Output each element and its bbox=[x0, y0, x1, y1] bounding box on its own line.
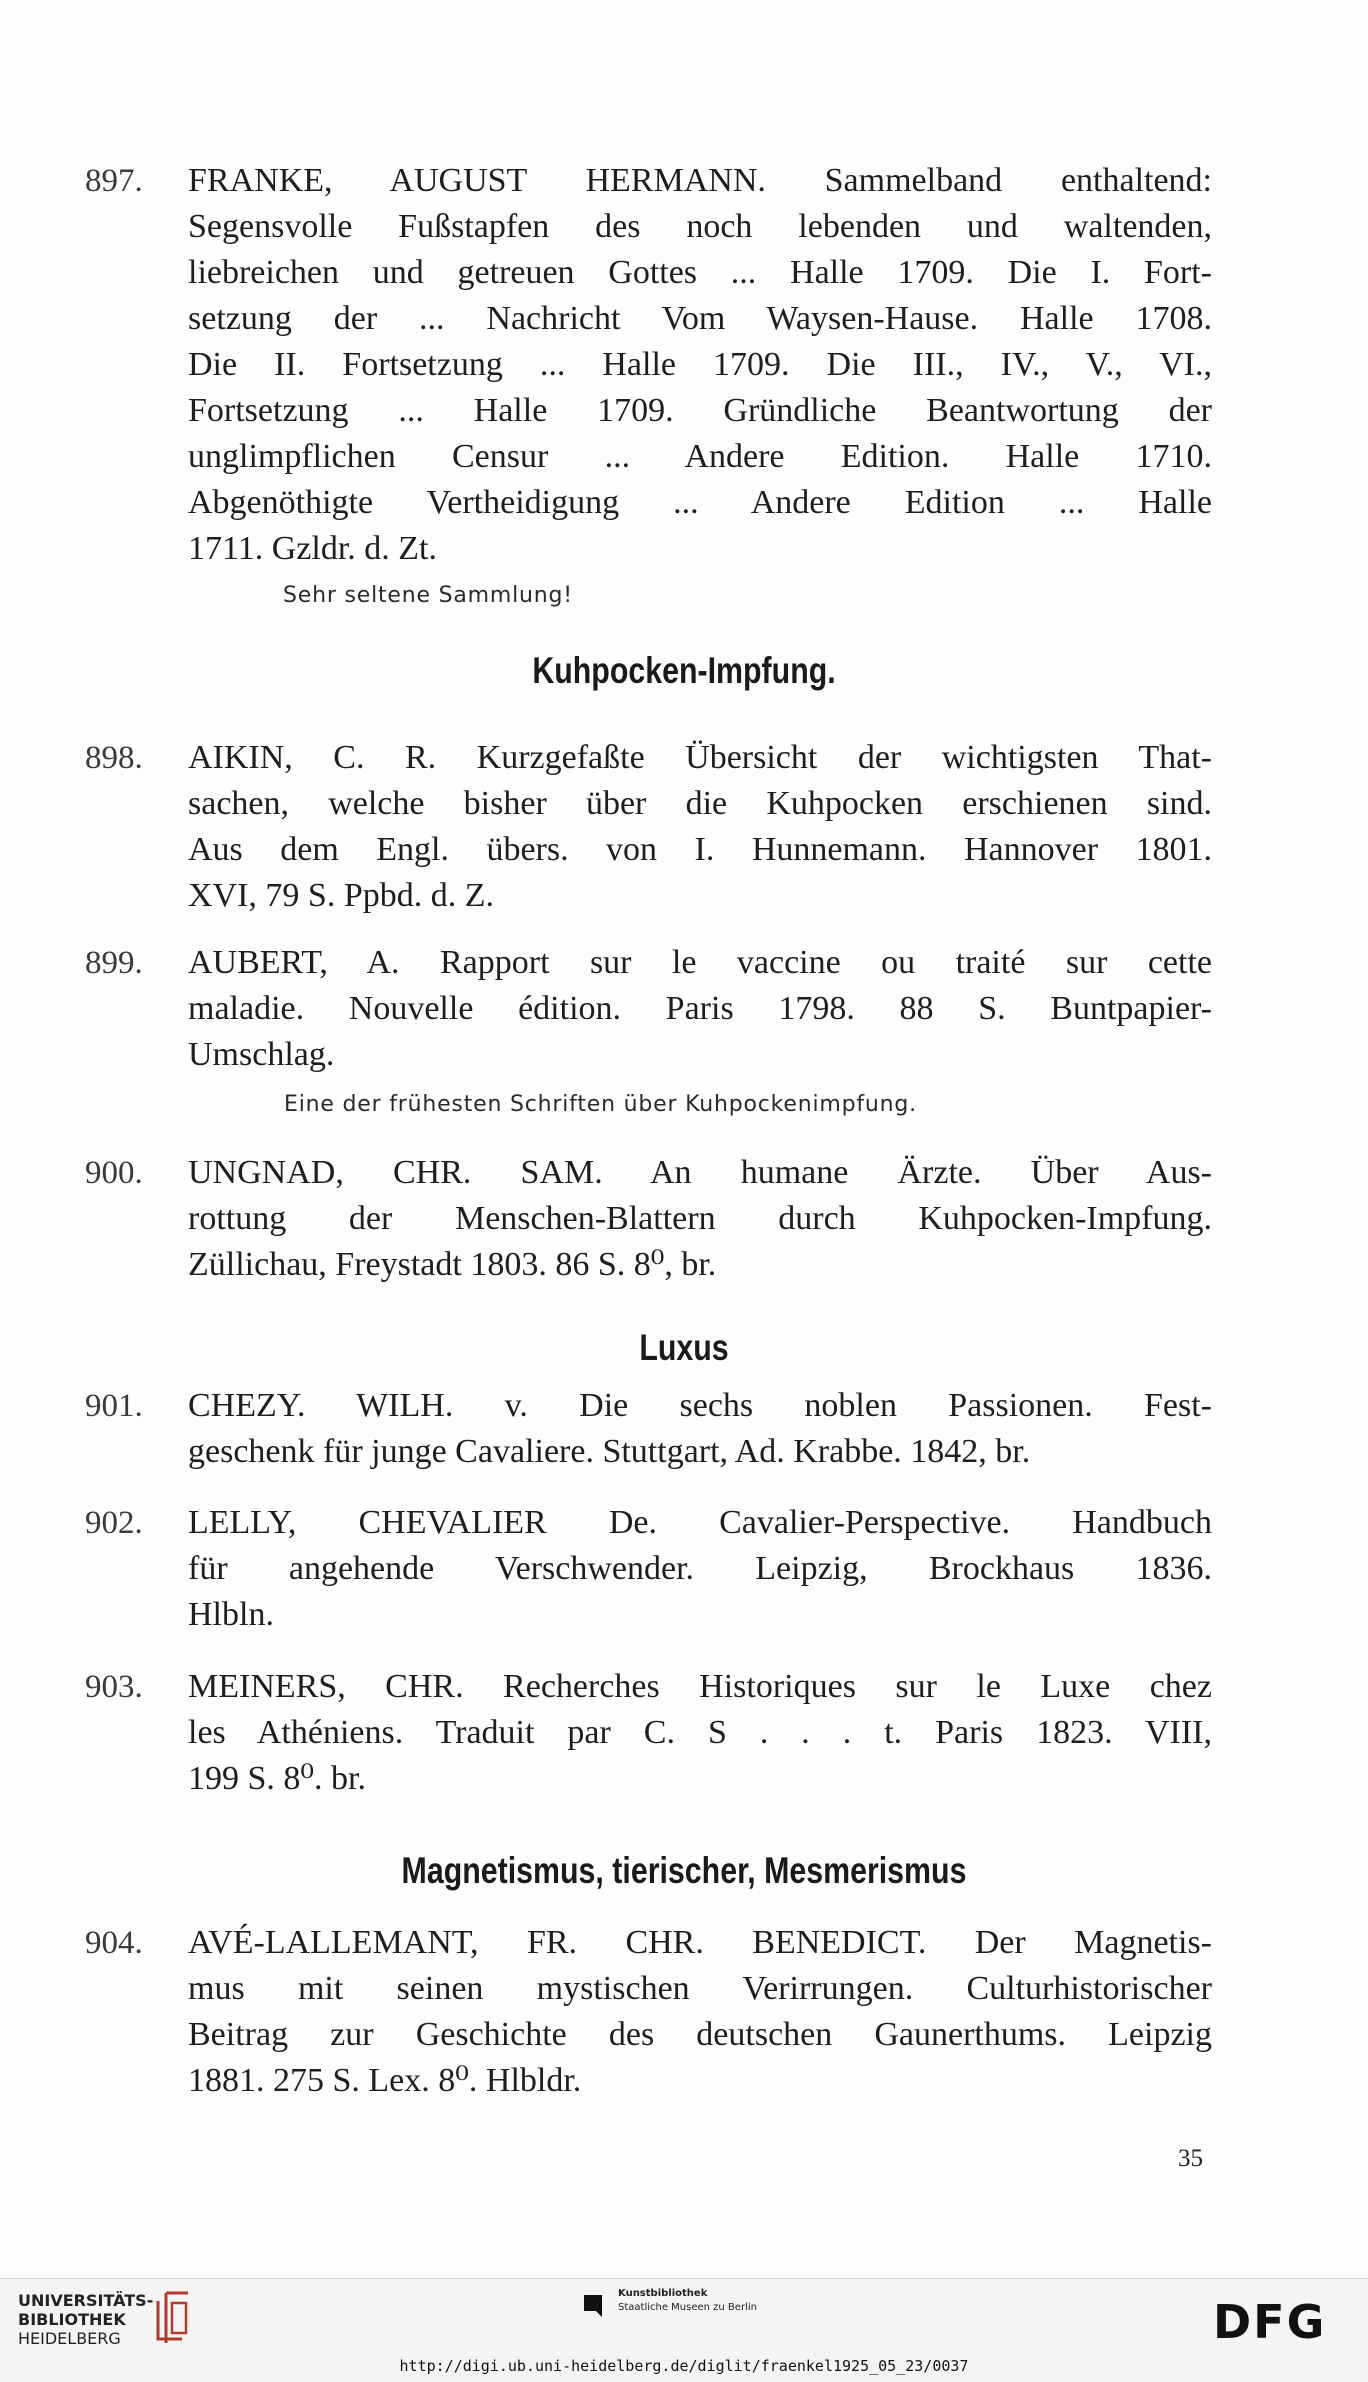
university-line: HEIDELBERG bbox=[18, 2329, 121, 2348]
university-line: UNIVERSITÄTS- bbox=[18, 2291, 154, 2310]
entry-line: Segensvolle Fußstapfen des noch lebenden und waltenden, bbox=[188, 208, 1212, 245]
entry-line: FRANKE, AUGUST HERMANN. Sammelband enthaltend: bbox=[188, 162, 1212, 199]
catalog-entry-904 bbox=[85, 1920, 1212, 2104]
entry-line: AUBERT, A. Rapport sur le vaccine ou traité sur cette bbox=[188, 944, 1212, 981]
kunstbibliothek-label bbox=[618, 2287, 757, 2315]
entry-line: 1711. Gzldr. d. Zt. bbox=[188, 530, 437, 567]
entry-note-897: Sehr seltene Sammlung! bbox=[283, 583, 573, 608]
entry-line: Züllichau, Freystadt 1803. 86 S. 8⁰, br. bbox=[188, 1246, 717, 1283]
entry-text bbox=[188, 940, 1212, 1078]
entry-line: XVI, 79 S. Ppbd. d. Z. bbox=[188, 877, 495, 914]
footer-bar bbox=[0, 2278, 1368, 2382]
entry-line: AIKIN, C. R. Kurzgefaßte Übersicht der wichtigsten That- bbox=[188, 739, 1212, 776]
entry-line: unglimpflichen Censur ... Andere Edition. Halle 1710. bbox=[188, 438, 1212, 475]
entry-line: MEINERS, CHR. Recherches Historiques sur le Luxe chez bbox=[188, 1668, 1212, 1705]
entry-text bbox=[188, 1150, 1212, 1288]
entry-number: 904. bbox=[85, 1925, 143, 1961]
entry-line: Hlbln. bbox=[188, 1596, 274, 1633]
catalog-entry-899 bbox=[85, 940, 1212, 1078]
entry-line: les Athéniens. Traduit par C. S . . . t. Paris 1823. VIII, bbox=[188, 1714, 1212, 1751]
university-line: BIBLIOTHEK bbox=[18, 2310, 126, 2329]
entry-line: rottung der Menschen-Blattern durch Kuhpocken-Impfung. bbox=[188, 1200, 1212, 1237]
kunstbibliothek-line: Staatliche Museen zu Berlin bbox=[618, 2302, 757, 2313]
entry-text bbox=[188, 158, 1212, 572]
entry-text bbox=[188, 1383, 1212, 1475]
entry-line: für angehende Verschwender. Leipzig, Brockhaus 1836. bbox=[188, 1550, 1212, 1587]
entry-number: 903. bbox=[85, 1669, 143, 1705]
entry-line: CHEZY. WILH. v. Die sechs noblen Passionen. Fest- bbox=[188, 1387, 1212, 1424]
dfg-logo: DFG bbox=[1213, 2295, 1327, 2349]
entry-line: liebreichen und getreuen Gottes ... Halle 1709. Die I. Fort- bbox=[188, 254, 1212, 291]
page-number: 35 bbox=[1178, 2145, 1203, 2172]
permalink-url[interactable]: http://digi.ub.uni-heidelberg.de/diglit/fraenkel1925_05_23/0037 bbox=[399, 2357, 969, 2375]
catalog-entry-903 bbox=[85, 1664, 1212, 1802]
entry-line: 1881. 275 S. Lex. 8⁰. Hlbldr. bbox=[188, 2062, 582, 2099]
entry-line: setzung der ... Nachricht Vom Waysen-Hause. Halle 1708. bbox=[188, 300, 1212, 337]
university-logo-icon bbox=[152, 2289, 192, 2347]
entry-number: 901. bbox=[85, 1388, 143, 1424]
entry-line: LELLY, CHEVALIER De. Cavalier-Perspective. Handbuch bbox=[188, 1504, 1212, 1541]
entry-line: maladie. Nouvelle édition. Paris 1798. 88 S. Buntpapier- bbox=[188, 990, 1212, 1027]
entry-text bbox=[188, 1500, 1212, 1638]
entry-number: 897. bbox=[85, 163, 143, 199]
entry-line: Aus dem Engl. übers. von I. Hunnemann. Hannover 1801. bbox=[188, 831, 1212, 868]
entry-text bbox=[188, 1920, 1212, 2104]
section-heading-magnetismus: Magnetismus, tierischer, Mesmerismus bbox=[401, 1850, 967, 1891]
university-library-label bbox=[18, 2291, 153, 2348]
entry-line: Die II. Fortsetzung ... Halle 1709. Die III., IV., V., VI., bbox=[188, 346, 1212, 383]
catalog-entry-897 bbox=[85, 158, 1212, 572]
catalog-entry-898 bbox=[85, 735, 1212, 919]
entry-line: 199 S. 8⁰. br. bbox=[188, 1760, 366, 1797]
catalog-entry-901 bbox=[85, 1383, 1212, 1475]
entry-line: Beitrag zur Geschichte des deutschen Gaunerthums. Leipzig bbox=[188, 2016, 1212, 2053]
catalog-entry-900 bbox=[85, 1150, 1212, 1288]
entry-line: UNGNAD, CHR. SAM. An humane Ärzte. Über Aus- bbox=[188, 1154, 1212, 1191]
entry-line: Umschlag. bbox=[188, 1036, 335, 1073]
entry-line: sachen, welche bisher über die Kuhpocken erschienen sind. bbox=[188, 785, 1212, 822]
section-heading-kuhpocken: Kuhpocken-Impfung. bbox=[532, 650, 836, 691]
entry-text bbox=[188, 1664, 1212, 1802]
entry-line: Abgenöthigte Vertheidigung ... Andere Edition ... Halle bbox=[188, 484, 1212, 521]
kunstbibliothek-line: Kunstbibliothek bbox=[618, 2288, 708, 2299]
catalog-entry-902 bbox=[85, 1500, 1212, 1638]
section-heading-luxus: Luxus bbox=[639, 1327, 729, 1368]
entry-number: 902. bbox=[85, 1505, 143, 1541]
entry-text bbox=[188, 735, 1212, 919]
entry-number: 898. bbox=[85, 740, 143, 776]
entry-line: Fortsetzung ... Halle 1709. Gründliche Beantwortung der bbox=[188, 392, 1212, 429]
entry-line: AVÉ-LALLEMANT, FR. CHR. BENEDICT. Der Magnetis- bbox=[188, 1924, 1212, 1961]
kunstbibliothek-logo-icon bbox=[582, 2289, 612, 2319]
entry-number: 899. bbox=[85, 945, 143, 981]
entry-line: mus mit seinen mystischen Verirrungen. Culturhistorischer bbox=[188, 1970, 1212, 2007]
entry-note-899: Eine der frühesten Schriften über Kuhpockenimpfung. bbox=[284, 1092, 917, 1117]
entry-line: geschenk für junge Cavaliere. Stuttgart, Ad. Krabbe. 1842, br. bbox=[188, 1433, 1031, 1470]
entry-number: 900. bbox=[85, 1155, 143, 1191]
